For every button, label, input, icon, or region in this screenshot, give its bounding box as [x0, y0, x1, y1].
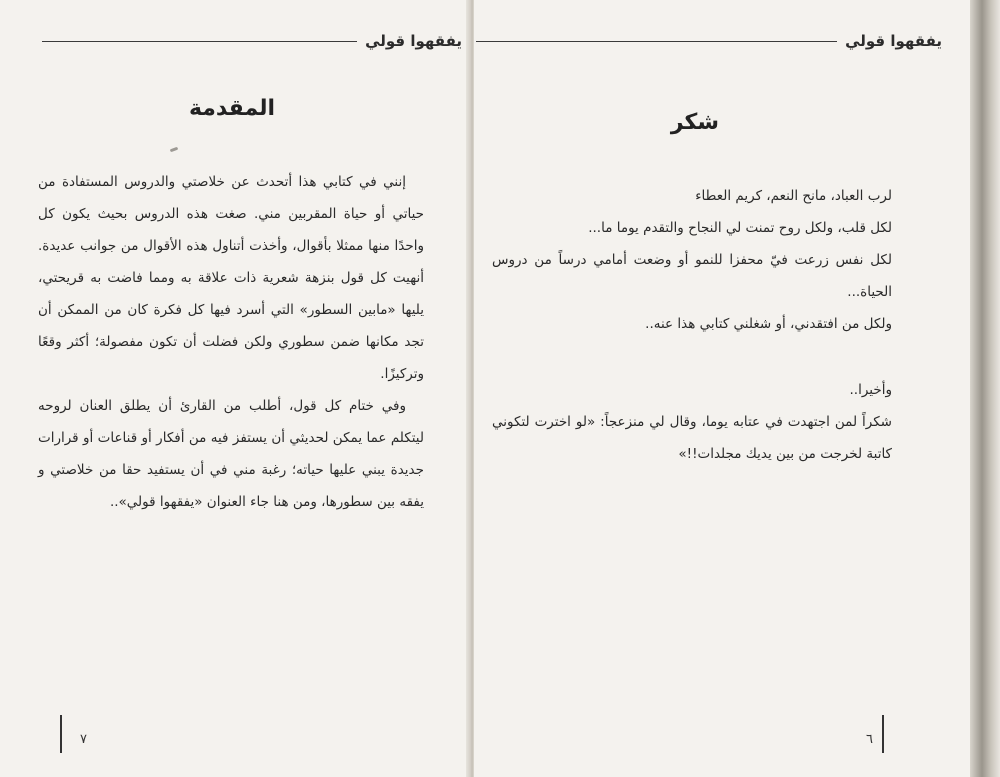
page-number: ٧ [80, 732, 87, 747]
page-number: ٦ [866, 732, 873, 747]
running-head-title: يفقهوا قولي [845, 32, 942, 50]
folio-rule [882, 715, 884, 753]
page-title-thanks: شكر [670, 110, 719, 135]
running-head-title: يفقهوا قولي [365, 32, 462, 50]
paper-speck [170, 147, 179, 153]
running-head-right [476, 32, 942, 50]
running-head-left [42, 32, 462, 50]
spacer [492, 340, 892, 374]
line: لكل نفس زرعت فيّ محفزا للنمو أو وضعت أمامي درساً من دروس الحياة... [492, 252, 892, 300]
line: وأخيرا.. [849, 382, 892, 398]
line: لرب العباد، مانح النعم، كريم العطاء [695, 188, 892, 204]
thanks-body [492, 180, 892, 470]
paragraph: إنني في كتابي هذا أتحدث عن خلاصتي والدروس المستفادة من حياتي أو حياة المقربين مني. صغت هذه الدروس بحيث يكون كل واحدًا منها ممثلا بأقوال، وأخذت أتناول هذه الأقوال من جوانب عديدة. أنهيت كل قول بنزهة شعرية ذات علاقة به ومما فاضت به قريحتي، يليها «مابين السطور» التي أسرد فيها كل فكرة كان من الممكن أن تجد مكانها ضمن سطوري ولكن فضلت أن تكون مفصولة؛ أكثر وقعًا وتركيزًا. [38, 174, 424, 382]
paragraph: وفي ختام كل قول، أطلب من القارئ أن يطلق العنان لروحه ليتكلم عما يمكن لحديثي أن يستفز فيه من أفكار أو قناعات أو قرارات جديدة يبني عليها حياته؛ رغبة مني في أن يستفيد حقا من خلاصتي و يفقه بين سطورها، ومن هنا جاء العنوان «يفقهوا قولي».. [38, 398, 424, 510]
folio-rule [60, 715, 62, 753]
page-title-introduction: المقدمة [188, 96, 275, 121]
left-page [0, 0, 470, 777]
running-head-rule [476, 41, 837, 42]
running-head-rule [42, 41, 357, 42]
line: لكل قلب، ولكل روح تمنت لي النجاح والتقدم يوما ما... [588, 220, 892, 236]
page-edge [970, 0, 1000, 777]
line: شكراً لمن اجتهدت في عتابه يوما، وقال لي منزعجاً: «لو اخترت لتكوني كاتبة لخرجت من بين يديك مجلدات!!» [492, 414, 892, 462]
right-page [474, 0, 974, 777]
introduction-body [38, 166, 424, 518]
line: ولكل من افتقدني، أو شغلني كتابي هذا عنه.. [645, 316, 892, 332]
